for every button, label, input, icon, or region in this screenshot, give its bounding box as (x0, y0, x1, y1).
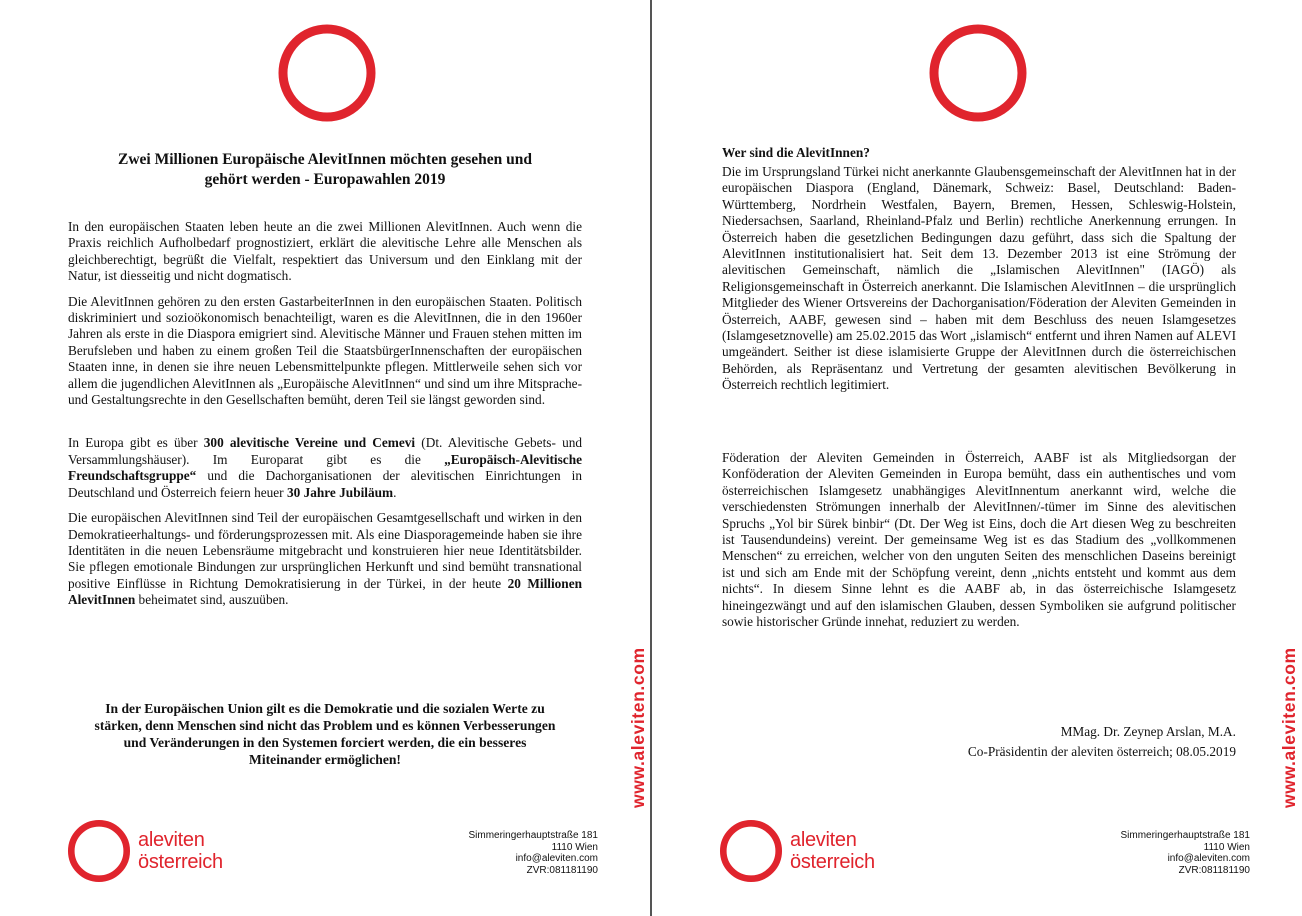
paragraph-2: Die AlevitInnen gehören zu den ersten GastarbeiterInnen in den europäischen Staaten. Politisch diskriminiert und sozioökonomisch benachteiligt, waren es die AlevitInnen, die in den 1960er Jahren als erste in die Diaspora emigriert sind. Alevitische Männer und Frauen stehen mitten im Berufsleben und haben zu einem großen Teil die StaatsbürgerInnenschaften der europäischen Staaten inne, in denen sie ihre neuen Lebensmittelpunkte pflegen. Mittlerweile sehen sich vor allem die jugendlichen AlevitInnen als „Europäische AlevitInnen“ und sind um ihre Mitsprache- und Gestaltungsrechte in den Gesellschaften bemüht, deren Teil sie längst geworden sind. (68, 293, 582, 408)
text-span: (Dt. Alevitische Gebets- und Versammlungshäuser). Im Europarat gibt es die (68, 435, 583, 467)
bold-span: 300 alevitische Vereine und Cemevi (203, 435, 416, 451)
brand-line-1: aleviten (138, 829, 205, 851)
section-heading: Wer sind die AlevitInnen? (722, 145, 870, 160)
aleviten-ring-logo-icon (66, 818, 132, 884)
brand-line-2: österreich (138, 851, 223, 873)
closing-statement: In der Europäischen Union gilt es die Demokratie und die sozialen Werte zu stärken, denn Menschen sind nicht das Problem und es können Verbesserungen und Veränderungen in den Systemen forciert werden, die ein besseres Miteinander ermöglichen! (94, 701, 556, 767)
document-page-left (0, 0, 650, 916)
aleviten-ring-logo-icon (718, 818, 784, 884)
city: 1110 Wien (551, 841, 598, 853)
bold-span: 30 Jahre Jubiläum (286, 484, 394, 500)
footer-address (1072, 830, 1250, 876)
brand-name (138, 829, 223, 873)
email-link[interactable]: info@aleviten.com (1167, 853, 1250, 864)
aleviten-ring-logo-icon (277, 23, 377, 123)
paragraph-1: Die im Ursprungsland Türkei nicht anerkannte Glaubensgemeinschaft der AlevitInnen hat in der europäischen Diaspora (England, Dänemark, Schweiz: Basel, Deutschland: Baden-Württemberg, Nordrhein Westfalen, Bayern, Bremen, Hessen, Schleswig-Holstein, Niedersachsen, Saarland, Rheinland-Pfalz und Berlin) rechtliche Anerkennung errungen. In Österreich haben die gesetzlichen Bedingungen dazu geführt, dass sich die Spaltung der AlevitInnen institutionalisiert hat. Seit dem 13. Dezember 2013 ist eine Strömung der alevitischen Gemeinschaft, nämlich die „Islamischen AlevitInnen" (IAGÖ) als Religionsgemeinschaft in Österreich anerkannt. Die Islamischen AlevitInnen – die ursprünglich Mitglieder des Wiener Ortsvereins der Dachorganisation/Föderation der Aleviten Gemeinden in Österreich, AABF, gewesen sind – haben mit dem Beschluss des neuen Islamgesetzes (Islamgesetznovelle) am 25.02.2015 das Wort „islamisch“ entfernt und ihren Namen auf ALEVI umgeändert. Seither ist diese islamisierte Gruppe der AlevitInnen durch die österreichischen Behörden, als Repräsentanz und Vertretung der gesamten alevitischen Bevölkerung in Österreich rechtlich legitimiert. (722, 164, 1236, 393)
text-span: und die Dachorganisationen der alevitischen Einrichtungen in Deutschland und Österreich feiern heuer (68, 468, 582, 500)
document-page-right (652, 0, 1302, 916)
brand-name (790, 829, 875, 873)
footer-logo (66, 818, 226, 888)
aleviten-ring-logo-icon (928, 23, 1028, 123)
zvr-number: ZVR:081181190 (526, 864, 598, 876)
footer-logo (718, 818, 878, 888)
street: Simmeringerhauptstraße 181 (468, 830, 598, 841)
paragraph-1: In den europäischen Staaten leben heute an die zwei Millionen AlevitInnen. Auch wenn die Praxis reichlich Aufholbedarf prognostiziert, erklärt die alevitische Lehre alle Menschen als gleichberechtigt, begrüßt die Vielfalt, respektiert das Universum und den Einklang mit der Natur, ist diesseitig und nicht dogmatisch. (68, 219, 582, 284)
signature-block (968, 722, 1236, 762)
city: 1110 Wien (1203, 841, 1250, 853)
title-line-2: gehört werden - Europawahlen 2019 (204, 171, 446, 188)
brand-line-2: österreich (790, 851, 875, 873)
signature-name: MMag. Dr. Zeynep Arslan, M.A. (1060, 724, 1236, 739)
title-line-1: Zwei Millionen Europäische AlevitInnen möchten gesehen und (118, 151, 532, 168)
bold-span: „Europäisch-Alevitische Freundschaftsgruppe“ (68, 451, 582, 484)
street: Simmeringerhauptstraße 181 (1120, 830, 1250, 841)
website-url-text[interactable]: www.aleviten.com (1279, 647, 1299, 808)
left-body-text (68, 219, 582, 618)
right-body-text-1 (722, 164, 1236, 403)
paragraph-2: Föderation der Aleviten Gemeinden in Österreich, AABF ist als Mitgliedsorgan der Konföderation der Aleviten Gemeinden in Europa bemüht, dass ein authentisches und vom österreichischen Islamgesetz unabhängiges AlevitInnentum anerkannt wird, welche die verschiedensten Strömungen innerhalb der AlevitInnen/-tümer im Sinne des alevitischen Spruchs „Yol bir Sürek binbir“ (Dt. Der Weg ist Eins, doch die Art diesen Weg zu beschreiten ist Tausendundeins) vereint. Der gemeinsame Weg ist es das Stadium des „vollkommenen Menschen“ zu erreichen, welcher von den unguten Seiten des menschlichen Daseins bereinigt ist und sich am Ende mit der Schöpfung vereint, denn „nichts entsteht und kommt aus dem nichts“. In diesem Sinne lehnt es die AABF ab, in das österreichische Islamgesetz hineingezwängt und auf den islamischen Glauben, dessen Symboliken sie aufgrund politischer sowie historischer Gründe innehat, reduziert zu werden. (722, 450, 1236, 630)
email-link[interactable]: info@aleviten.com (515, 853, 598, 864)
signature-role: Co-Präsidentin der aleviten österreich; 08.05.2019 (967, 744, 1236, 759)
page-title (70, 150, 580, 190)
paragraph-4 (68, 510, 582, 608)
zvr-number: ZVR:081181190 (1178, 864, 1250, 876)
paragraph-3 (68, 435, 582, 501)
brand-line-1: aleviten (790, 829, 857, 851)
website-url-text[interactable]: www.aleviten.com (628, 647, 648, 808)
website-url-vertical[interactable] (628, 588, 648, 808)
text-span: In Europa gibt es über (68, 435, 204, 451)
text-span: beheimatet sind, auszuüben. (135, 592, 289, 608)
text-span: Die europäischen AlevitInnen sind Teil der europäischen Gesamtgesellschaft und wirken in den Demokratieerhaltungs- und förderungsprozessen mit. Als eine Diasporagemeinde haben sie ihre Identitäten in die neuen Lebensräume mitgebracht und konstruieren hier neue Identitätsbilder. Sie pflegen emotionale Bindungen zur ursprünglichen Herkunft und sind bemüht transnational positive Einflüsse in Richtung Demokratisierung in der Türkei, in der heute (68, 510, 582, 591)
footer-address (420, 830, 598, 876)
text-span: . (393, 484, 397, 500)
website-url-vertical[interactable] (1279, 588, 1299, 808)
bold-span: 20 Millionen AlevitInnen (68, 575, 582, 608)
right-body-text-2 (722, 450, 1236, 639)
